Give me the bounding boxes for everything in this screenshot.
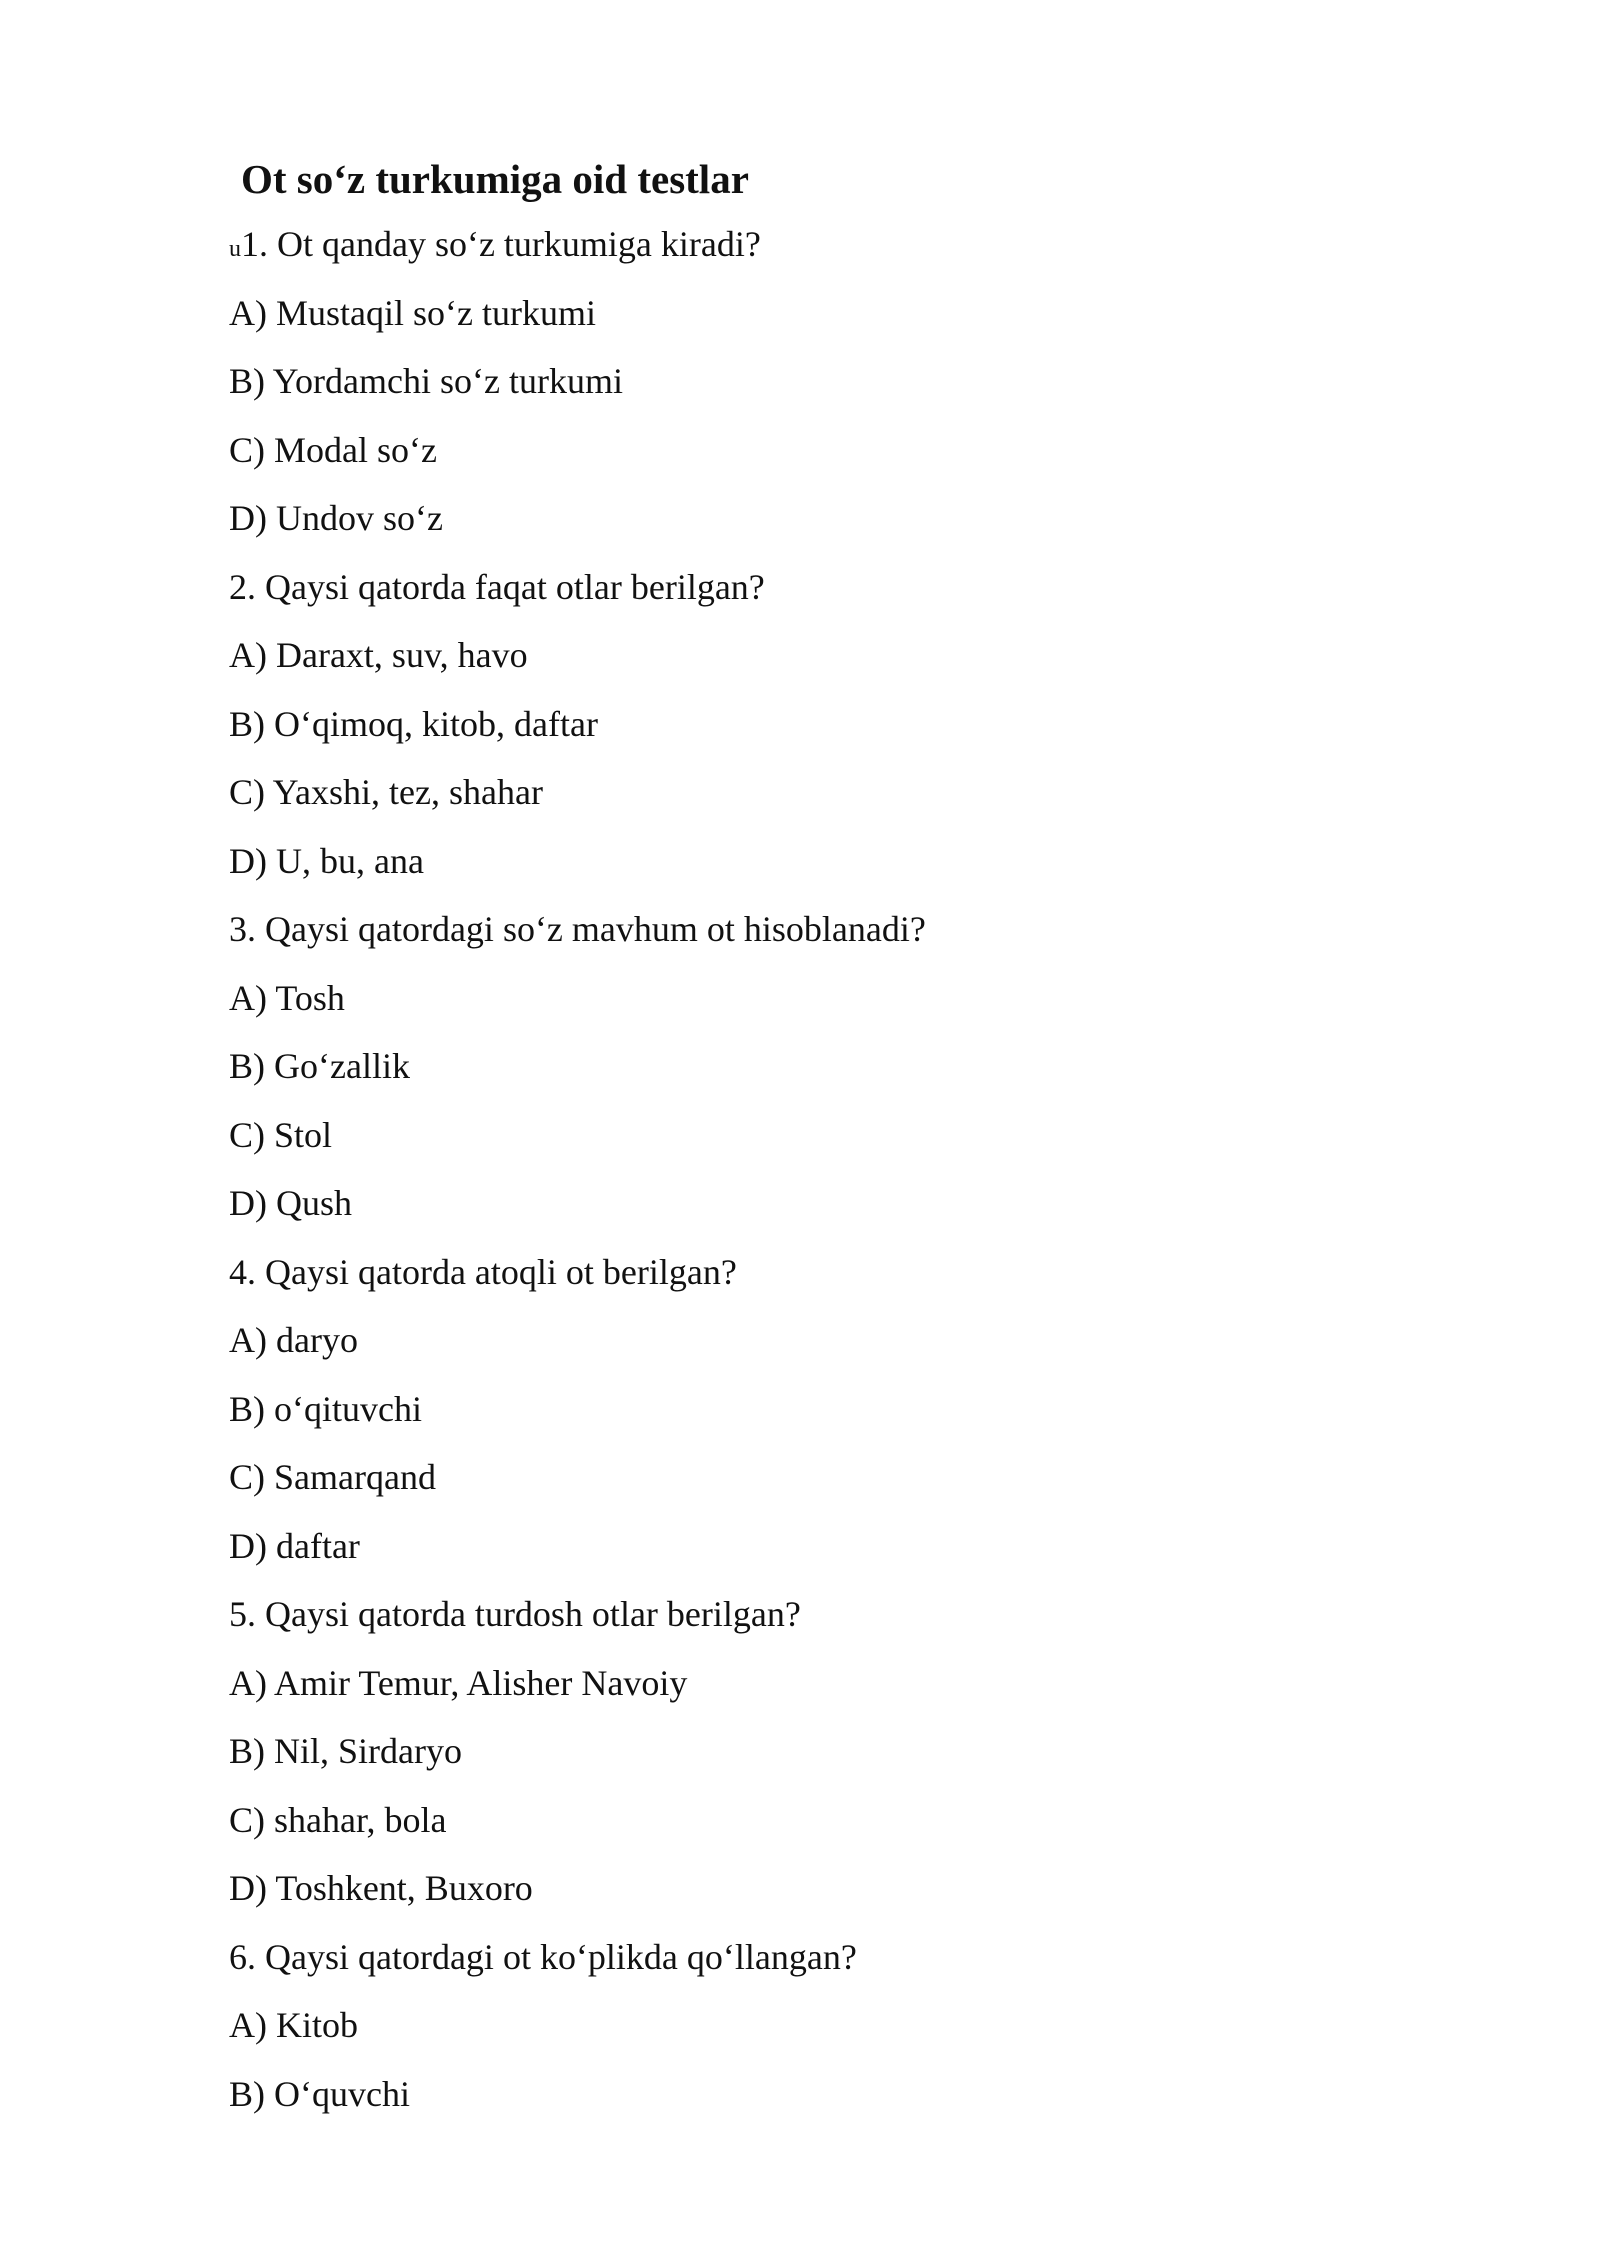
question-6: 6. Qaysi qatordagi ot ko‘plikda qo‘llangan?	[229, 1936, 857, 1977]
option-6a: A) Kitob	[229, 2005, 358, 2045]
lead-mark: u	[229, 236, 241, 262]
option-4c: C) Samarqand	[229, 1457, 436, 1497]
option-5a: A) Amir Temur, Alisher Navoiy	[229, 1662, 688, 1703]
question-4: 4. Qaysi qatorda atoqli ot berilgan?	[229, 1251, 737, 1292]
option-5c: C) shahar, bola	[229, 1799, 447, 1840]
option-3b: B) Go‘zallik	[229, 1046, 410, 1086]
option-2d: D) U, bu, ana	[229, 840, 424, 881]
option-2a: A) Daraxt, suv, havo	[229, 635, 528, 675]
option-4d: D) daftar	[229, 1525, 360, 1566]
option-3a: A) Tosh	[229, 977, 345, 1018]
question-5: 5. Qaysi qatorda turdosh otlar berilgan?	[229, 1594, 801, 1634]
option-2b: B) O‘qimoq, kitob, daftar	[229, 703, 598, 744]
question-1-text: 1. Ot qanday so‘z turkumiga kiradi?	[241, 224, 761, 264]
document-page	[229, 148, 1429, 2128]
option-4a: A) daryo	[229, 1320, 358, 1360]
option-1a: A) Mustaqil so‘z turkumi	[229, 292, 596, 333]
option-4b: B) o‘qituvchi	[229, 1388, 422, 1429]
question-3: 3. Qaysi qatordagi so‘z mavhum ot hisoblanadi?	[229, 909, 926, 949]
question-2: 2. Qaysi qatorda faqat otlar berilgan?	[229, 566, 765, 607]
option-1c: C) Modal so‘z	[229, 429, 437, 470]
option-3c: C) Stol	[229, 1114, 333, 1155]
option-5d: D) Toshkent, Buxoro	[229, 1868, 533, 1908]
option-5b: B) Nil, Sirdaryo	[229, 1731, 462, 1771]
option-1b: B) Yordamchi so‘z turkumi	[229, 361, 623, 401]
question-1	[229, 210, 1429, 279]
option-2c: C) Yaxshi, tez, shahar	[229, 772, 543, 812]
document-title: Ot so‘z turkumiga oid testlar	[241, 156, 749, 202]
option-1d: D) Undov so‘z	[229, 498, 443, 538]
option-6b: B) O‘quvchi	[229, 2073, 410, 2114]
option-3d: D) Qush	[229, 1183, 352, 1223]
